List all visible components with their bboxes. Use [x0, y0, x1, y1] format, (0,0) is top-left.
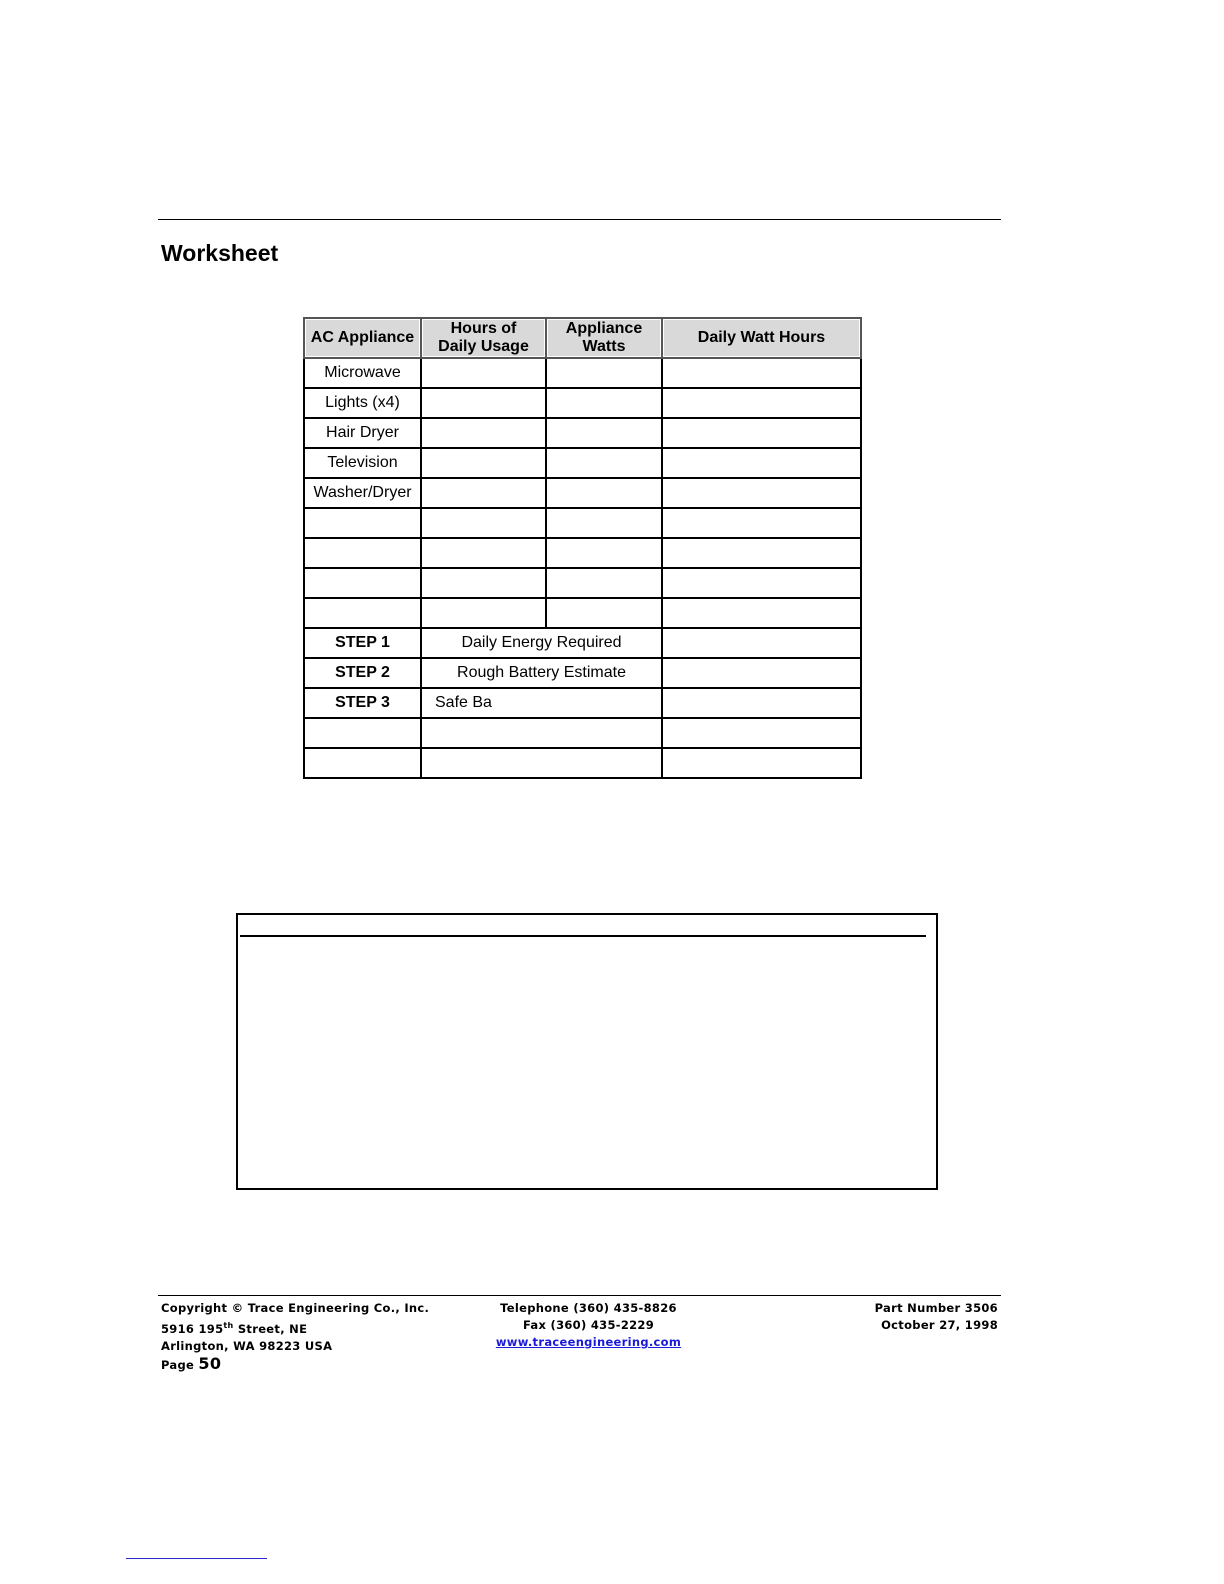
footer-city: Arlington, WA 98223 USA — [161, 1338, 333, 1353]
appliance-cell[interactable] — [304, 598, 421, 628]
appliance-name: Lights (x4) — [304, 388, 421, 418]
footer-date: October 27, 1998 — [881, 1318, 998, 1332]
blank-row — [304, 568, 861, 598]
watt-hours-cell[interactable] — [662, 448, 861, 478]
step-description: Safe Ba — [421, 688, 662, 718]
hours-cell[interactable] — [421, 358, 546, 388]
blank-step-row — [304, 718, 861, 748]
appliance-cell[interactable] — [304, 538, 421, 568]
footer-center — [470, 1300, 707, 1351]
footer-right — [820, 1300, 998, 1334]
step-value-cell[interactable] — [662, 718, 861, 748]
footer-page-label: Page — [161, 1357, 199, 1372]
blank-row — [304, 538, 861, 568]
watts-cell[interactable] — [546, 358, 662, 388]
blank-row — [304, 508, 861, 538]
header-daily-watt-hours: Daily Watt Hours — [662, 318, 861, 358]
step-value-cell[interactable] — [662, 748, 861, 778]
watts-cell[interactable] — [546, 448, 662, 478]
footer-part-number: Part Number 3506 — [874, 1301, 998, 1315]
footer-telephone: Telephone (360) 435-8826 — [500, 1301, 677, 1315]
notes-box — [236, 913, 938, 1190]
appliance-name: Microwave — [304, 358, 421, 388]
worksheet-table — [303, 317, 862, 779]
watts-cell[interactable] — [546, 478, 662, 508]
watt-hours-cell[interactable] — [662, 538, 861, 568]
header-hours-line2: Daily Usage — [438, 338, 529, 355]
footer-left — [161, 1300, 429, 1374]
footer-rule — [158, 1295, 1001, 1296]
step-value-cell[interactable] — [662, 688, 861, 718]
notes-box-rule — [240, 935, 926, 937]
watt-hours-cell[interactable] — [662, 568, 861, 598]
table-row — [304, 418, 861, 448]
footer-page-number: 50 — [198, 1353, 222, 1373]
watts-cell[interactable] — [546, 508, 662, 538]
appliance-name: Washer/Dryer — [304, 478, 421, 508]
step-label: STEP 1 — [304, 628, 421, 658]
step-label: STEP 2 — [304, 658, 421, 688]
footer-copyright: Copyright © Trace Engineering Co., Inc. — [161, 1301, 430, 1315]
appliance-cell[interactable] — [304, 508, 421, 538]
header-ac-appliance: AC Appliance — [304, 318, 421, 358]
table-row — [304, 388, 861, 418]
step-description-cell[interactable] — [421, 718, 662, 748]
step-label: STEP 3 — [304, 688, 421, 718]
step-description: Daily Energy Required — [421, 628, 662, 658]
table-row — [304, 448, 861, 478]
hours-cell[interactable] — [421, 568, 546, 598]
header-hours-line1: Hours of — [450, 320, 517, 337]
step-value-cell[interactable] — [662, 628, 861, 658]
step-row — [304, 688, 861, 718]
blank-step-row — [304, 748, 861, 778]
watt-hours-cell[interactable] — [662, 478, 861, 508]
table-header-row — [304, 318, 861, 358]
footer-fax: Fax (360) 435-2229 — [522, 1318, 655, 1332]
bottom-link-underline — [126, 1558, 267, 1559]
footer-page — [161, 1355, 429, 1374]
hours-cell[interactable] — [421, 418, 546, 448]
appliance-cell[interactable] — [304, 568, 421, 598]
watts-cell[interactable] — [546, 538, 662, 568]
appliance-name: Hair Dryer — [304, 418, 421, 448]
step-row — [304, 628, 861, 658]
step-value-cell[interactable] — [662, 658, 861, 688]
watts-cell[interactable] — [546, 418, 662, 448]
appliance-name: Television — [304, 448, 421, 478]
footer-street-sup: th — [223, 1321, 234, 1330]
footer-street-number: 5916 195 — [161, 1321, 224, 1336]
hours-cell[interactable] — [421, 598, 546, 628]
hours-cell[interactable] — [421, 508, 546, 538]
watts-cell[interactable] — [546, 388, 662, 418]
hours-cell[interactable] — [421, 388, 546, 418]
page-title: Worksheet — [161, 240, 279, 266]
header-hours-daily-usage — [421, 318, 546, 358]
watt-hours-cell[interactable] — [662, 598, 861, 628]
watt-hours-cell[interactable] — [662, 358, 861, 388]
table-row — [304, 358, 861, 388]
hours-cell[interactable] — [421, 448, 546, 478]
step-row — [304, 658, 861, 688]
header-appliance-watts — [546, 318, 662, 358]
step-description: Rough Battery Estimate — [421, 658, 662, 688]
watt-hours-cell[interactable] — [662, 418, 861, 448]
step-label-cell[interactable] — [304, 718, 421, 748]
hours-cell[interactable] — [421, 478, 546, 508]
blank-row — [304, 598, 861, 628]
step-description-cell[interactable] — [421, 748, 662, 778]
hours-cell[interactable] — [421, 538, 546, 568]
footer-street-tail: Street, NE — [233, 1321, 308, 1336]
footer-website-link[interactable]: www.traceengineering.com — [495, 1335, 682, 1349]
header-watts-line2: Watts — [582, 338, 626, 355]
footer-street — [161, 1317, 429, 1338]
header-rule — [158, 219, 1001, 220]
watts-cell[interactable] — [546, 568, 662, 598]
watts-cell[interactable] — [546, 598, 662, 628]
step-label-cell[interactable] — [304, 748, 421, 778]
watt-hours-cell[interactable] — [662, 508, 861, 538]
table-row — [304, 478, 861, 508]
watt-hours-cell[interactable] — [662, 388, 861, 418]
header-watts-line1: Appliance — [565, 320, 643, 337]
